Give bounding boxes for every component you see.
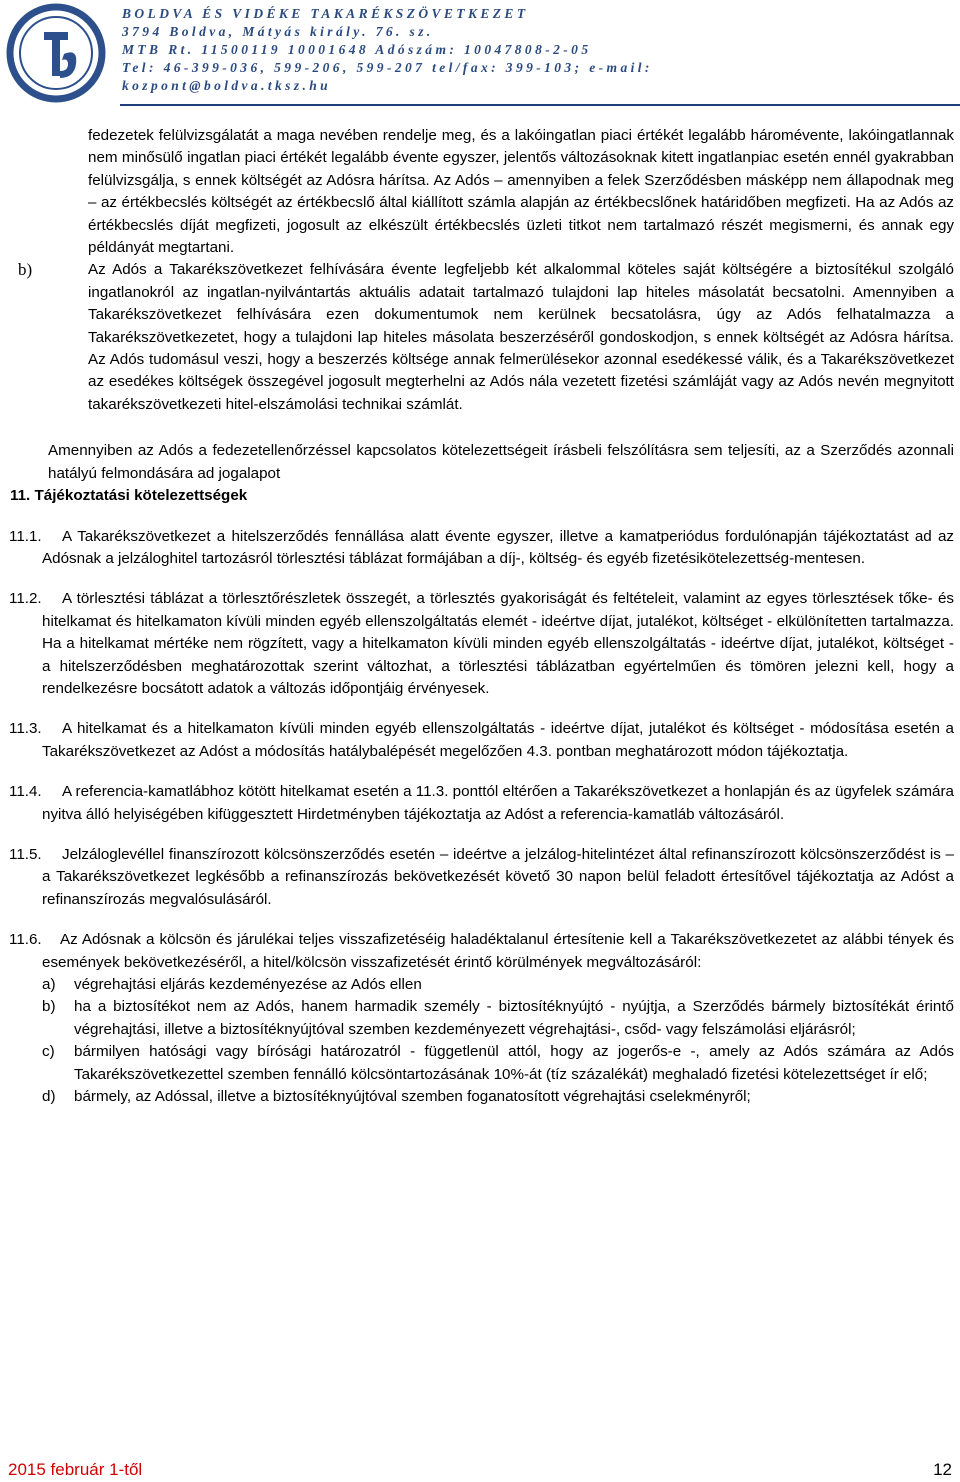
sub-item-letter: b) (42, 998, 56, 1016)
paragraph-b-text: Az Adós a Takarékszövetkezet felhívására évente legfeljebb két alkalommal köteles saját költségére a biztosítékul szolgáló ingatlanokról az ingatlan-nyilvántartás aktuális adatait tartalmazó tulajdoni lap hiteles másolatát becsatolni. Amennyiben a Takarékszövetkezet felhívására ezen dokumentumok nem kerülnek becsatolásra, úgy az Adós felhatalmazza a Takarékszövetkezetet, hogy a tulajdoni lap hiteles másolata beszerzéséről gondoskodjon, s ennek költségét az Adósra hárítsa. Az Adós tudomásul veszi, hogy a beszerzés költsége annak felmerülésekor azonnal esedékessé válik, és a Takarékszövetkezet az esedékes költségek összegével jogosult megterhelni az Adós nála vezetett fizetési számláját vagy az Adós nevén megnyitott takarékszövetkezeti hitel-elszámolási technikai számlát. (88, 261, 954, 413)
item-number: 11.5. (9, 845, 42, 863)
closing-paragraph: Amennyiben az Adós a fedezetellenőrzéssel kapcsolatos kötelezettségeit írásbeli felszólításra sem teljesíti, az a Szerződés azonnali hatályú felmondására ad jogalapot (48, 442, 954, 482)
item-text: A Takarékszövetkezet a hitelszerződés fennállása alatt évente egyszer, illetve a kamatperiódus fordulónapján tájékoztatást ad az Adósnak a jelzáloghitel tartozásról törlesztési táblázat formájában a díj-, költség- és egyéb fizetésikötelezettség-mentesen. (42, 527, 954, 567)
section-item (0, 588, 954, 700)
item-number: 11.3. (9, 720, 42, 738)
letterhead-text (122, 5, 958, 95)
sub-item (42, 1041, 954, 1086)
sub-item-text: bármely, az Adóssal, illetve a biztosítéknyújtóval szemben foganatosított végrehajtási cselekményről; (74, 1088, 751, 1106)
item-text: A hitelkamat és a hitelkamaton kívüli minden egyéb ellenszolgáltatás - ideértve díjat, jutalékot és költséget - módosítása esetén a Takarékszövetkezet az Adóst a módosítás hatálybalépését megelőzően 4.3. pontban meghatározott módon tájékoztatja. (42, 720, 954, 760)
item-number: 11.1. (9, 527, 42, 545)
header-address: 3794 Boldva, Mátyás király. 76. sz. (122, 24, 434, 39)
paragraph-a-continuation: fedezetek felülvizsgálatát a maga nevében rendelje meg, és a lakóingatlan piaci értékét legalább háromévente, lakóingatlannak nem minősülő ingatlan piaci értékét legalább évente egyszer, jelentős változásoknak kitett ingatlanpiac esetén ennél gyakrabban felülvizsgálja, s ennek költségét az Adósra hárítsa. Az Adós – amennyiben a felek Szerződésben másképp nem állapodnak meg – az értékbecslés költségét az értékbecslő által kiállított számla alapján az értékbecslőnek határidőben megfizeti. Ha az Adós az értékbecslés díját megfizeti, jogosult az elkészült értékbecslés üzleti titkot nem tartalmazó részét megismerni, és annak egy példányát megtartani. (88, 127, 954, 257)
header-phone: Tel: 46-399-036, 599-206, 599-207 tel/fax: 399-103; e-mail: (122, 60, 653, 75)
item-text: A referencia-kamatlábhoz kötött hitelkamat esetén a 11.3. ponttól eltérően a Takarékszövetkezet a honlapján és az ügyfelek számára nyitva álló helyiségében kifüggesztett Hirdetményben tájékoztatja az Adóst a referencia-kamatláb változásáról. (42, 783, 954, 823)
header-account: MTB Rt. 11500119 10001648 Adószám: 10047808-2-05 (122, 42, 592, 57)
document-body (0, 125, 960, 1108)
sub-item (42, 974, 954, 996)
item-text: Az Adósnak a kölcsön és járulékai teljes visszafizetéséig haladéktalanul értesítenie kell a Takarékszövetkezetet az alábbi tények és események bekövetkezéséről, a hitel/kölcsön visszafizetését érintő körülmények megváltozásáról: (42, 931, 954, 971)
item-text: Jelzáloglevéllel finanszírozott kölcsönszerződés esetén – ideértve a jelzálog-hitelintézet által refinanszírozott kölcsönszerződést is – a Takarékszövetkezet legkésőbb a refinanszírozás bekövetkezését követő 30 napon belül feladott értesítővel tájékoztatja az Adóst a refinanszírozás megvalósulásáról. (42, 845, 954, 908)
item-number: 11.6. (9, 931, 42, 949)
footer-date: 2015 február 1-től (8, 1460, 143, 1479)
page-number: 12 (933, 1460, 952, 1479)
header-email: kozpont@boldva.tksz.hu (122, 78, 332, 93)
item-number: 11.2. (9, 590, 42, 608)
sub-item-letter: c) (42, 1043, 55, 1061)
letterhead (0, 0, 960, 104)
section-item (0, 781, 954, 826)
section-item (0, 718, 954, 763)
section-item (0, 929, 954, 974)
paragraph-b (18, 259, 954, 416)
sub-item (42, 1086, 954, 1108)
section-title: 11. Tájékoztatási kötelezettségek (10, 487, 248, 505)
section-item (0, 844, 954, 911)
item-number: 11.4. (9, 783, 42, 801)
list-marker-b: b) (18, 260, 33, 280)
sub-item-letter: d) (42, 1088, 56, 1106)
sub-item-text: bármilyen hatósági vagy bírósági határozatról - függetlenül attól, hogy az jogerős-e -, amely az Adós számára az Adós Takarékszövetkezettel szemben fennálló kölcsöntartozásának 10%-át (tíz százalékát) meghaladó fizetési kötelezettséget ír elő; (74, 1043, 954, 1083)
sub-item-text: végrehajtási eljárás kezdeményezése az Adós ellen (74, 976, 422, 993)
header-divider (120, 104, 960, 106)
sub-item (42, 996, 954, 1041)
sub-item-letter: a) (42, 976, 56, 993)
section-item (0, 526, 954, 571)
item-text: A törlesztési táblázat a törlesztőrészletek összegét, a törlesztés gyakoriságát és feltételeit, valamint az egyes törlesztések tőke- és hitelkamat és hitelkamaton kívüli minden egyéb ellenszolgáltatás elemét - ideértve díjat, jutalékot, költséget - elkülönítetten tartalmazza. Ha a hitelkamat mértéke nem rögzített, vagy a hitelkamaton kívüli minden egyéb ellenszolgáltatás - ideértve díjat, jutalékot, költséget - a hitelszerződésben meghatározottak szerint változhat, a törlesztési táblázatban egyértelműen és tömören jelezni kell, hogy a rendelkezésre bocsátott adatok a változás időpontjáig érvényesek. (42, 590, 954, 697)
sub-item-text: ha a biztosítékot nem az Adós, hanem harmadik személy - biztosítéknyújtó - nyújtja, a Szerződés bármely biztosítékát érintő végrehajtási, illetve a biztosítéknyújtóval szemben kezdeményezett végrehajtási-, csőd- vagy felszámolási eljárásról; (74, 998, 954, 1038)
header-bank-name: BOLDVA ÉS VIDÉKE TAKARÉKSZÖVETKEZET (122, 6, 529, 21)
bank-logo-icon (4, 2, 108, 104)
